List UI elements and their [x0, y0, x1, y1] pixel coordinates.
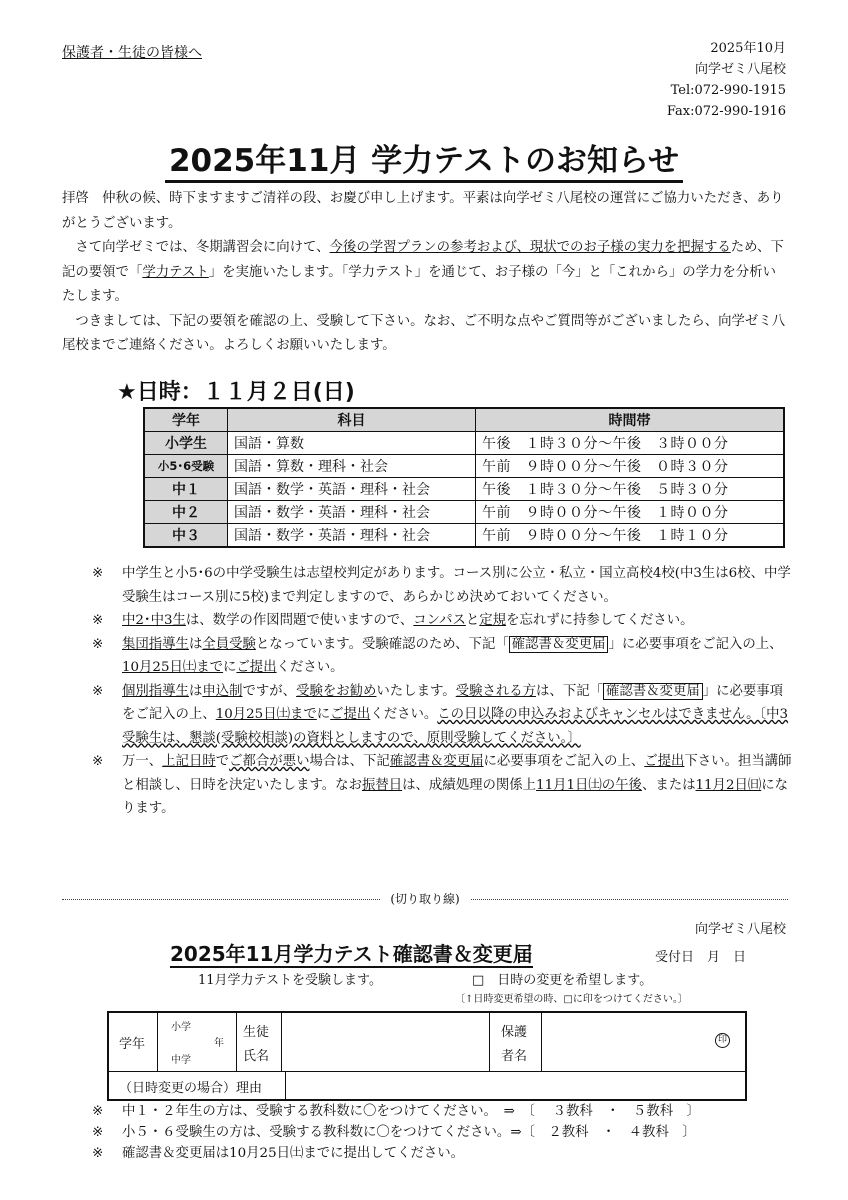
form-school-name: 向学ゼミ八尾校 [694, 922, 786, 937]
note-1: ※ 中学生と小5･6の中学受験生は志望校判定があります。コース別に公立・私立・国立高校4校(中3生は6校、中学受験生はコース別に5校)まで判定しますので、あらかじめ決めておいてください。 [92, 566, 791, 605]
schedule-table [143, 407, 785, 548]
table-row [144, 455, 784, 478]
note-4: ※ 個別指導生は申込制ですが、受験をお勧めいたします。受験される方は、下記「 確認書＆変更届 」に必要事項をご記入の上、10月25日㈯までにご提出ください。この日以降の申込みおよびキャンセルはできません。〔中3受験生は、懇談(受験校相談)の資料としますので、原則受験してください。〕 [92, 683, 789, 746]
form-title: 2025年11月学力テスト確認書＆変更届 [170, 942, 533, 966]
student-label-2: 氏名 [243, 1049, 270, 1064]
cut-label: (切り取り線) [62, 890, 788, 907]
nen-label: 年 [214, 1038, 224, 1049]
change-hint: 〔↑日時変更希望の時、□に印をつけてください。〕 [455, 994, 688, 1005]
reason-label: （日時変更の場合）理由 [119, 1081, 263, 1096]
received-date: 受付日 月 日 [655, 950, 747, 965]
parent-name-input[interactable] [547, 1015, 717, 1069]
time-cell: 午後 １時３０分～午後 ５時３０分 [476, 478, 785, 501]
header-subjects: 科目 [228, 408, 476, 432]
date-heading: ★日時：１１月２日(日) [117, 380, 355, 405]
intro-paragraph-1: 拝啓 仲秋の候、時下ますますご清祥の段、お慶び申し上げます。平素は向学ゼミ八尾校の運営にご協力いただき、ありがとうございます。 [62, 191, 784, 231]
grade-cell: 中３ [144, 524, 228, 548]
grade-cell: 中２ [144, 501, 228, 524]
reason-input[interactable] [289, 1073, 741, 1097]
note-2: ※ 中2･中3生は、数学の作図問題で使いますので、コンパスと定規を忘れずに持参してください。 [92, 613, 694, 628]
intro-paragraph-2: さて向学ゼミでは、冬期講習会に向けて、今後の学習プランの参考および、現状でのお子様の実力を把握するため、下記の要領で「学力テスト」を実施いたします。「学力テスト」を通じて、お子様の「今」と「これから」の学力を分析いたします。 [62, 240, 784, 304]
subjects-cell: 国語・数学・英語・理科・社会 [228, 478, 476, 501]
page-title: 2025年11月 学力テストのお知らせ [0, 135, 848, 180]
student-label-1: 生徒 [243, 1025, 270, 1040]
tel: Tel:072-990-1915 [670, 83, 786, 98]
grade-cell: 小5･6受験 [144, 455, 228, 478]
student-name-input[interactable] [287, 1015, 483, 1069]
form-notes [92, 1101, 700, 1164]
seal-mark: 印 [715, 1033, 730, 1048]
parent-label-1: 保護 [501, 1025, 528, 1040]
intro-paragraph-3: つきましては、下記の要領を確認の上、受験して下さい。なお、ご不明な点やご質問等がございましたら、向学ゼミ八尾校までご連絡ください。よろしくお願いいたします。 [62, 313, 786, 353]
table-row [144, 478, 784, 501]
addressee: 保護者・生徒の皆様へ [62, 45, 202, 61]
school-name: 向学ゼミ八尾校 [694, 62, 786, 77]
fax: Fax:072-990-1916 [666, 104, 786, 119]
subjects-cell: 国語・算数 [228, 432, 476, 455]
grade-cell: 中１ [144, 478, 228, 501]
note-3: ※ 集団指導生は全員受験となっています。受験確認のため、下記「 確認書＆変更届 」に必要事項をご記入の上、10月25日㈯までにご提出ください。 [92, 636, 783, 675]
subjects-cell: 国語・数学・英語・理科・社会 [228, 501, 476, 524]
subjects-cell: 国語・数学・英語・理科・社会 [228, 524, 476, 548]
option-take-test: 11月学力テストを受験します。 [198, 973, 382, 988]
time-cell: 午前 ９時００分～午後 ０時３０分 [476, 455, 785, 478]
form-note-1: ※ 中１・２年生の方は、受験する教科数に〇をつけてください。 ⇒ 〔 ３教科 ・ ５教科 〕 [92, 1104, 700, 1119]
grade-label: 学年 [119, 1037, 146, 1052]
form-table [107, 1011, 747, 1101]
note-5: ※ 万一、上記日時でご都合が悪い場合は、下記確認書＆変更届に必要事項をご記入の上、ご提出下さい。担当講師と相談し、日時を決定いたします。なお振替日は、成績処理の関係上11月1日㈯の午後、または11月2日㈰になります。 [92, 754, 792, 816]
middle-label: 中学 [171, 1055, 191, 1066]
table-row [144, 501, 784, 524]
issue-date: 2025年10月 [710, 41, 786, 56]
header-time: 時間帯 [476, 408, 785, 432]
table-row [144, 524, 784, 548]
time-cell: 午後 １時３０分～午後 ３時００分 [476, 432, 785, 455]
table-row [144, 432, 784, 455]
header-info [667, 38, 786, 122]
subjects-cell: 国語・算数・理科・社会 [228, 455, 476, 478]
time-cell: 午前 ９時００分～午後 １時１０分 [476, 524, 785, 548]
elementary-label: 小学 [171, 1022, 191, 1033]
intro-text [62, 187, 788, 359]
form-note-3: ※ 確認書＆変更届は10月25日㈯までに提出してください。 [92, 1146, 465, 1161]
table-header-row [144, 408, 784, 432]
time-cell: 午前 ９時００分～午後 １時００分 [476, 501, 785, 524]
option-change-date[interactable]: □ 日時の変更を希望します。 [472, 973, 653, 988]
notes-list [92, 562, 792, 821]
grade-cell: 小学生 [144, 432, 228, 455]
header-grade: 学年 [144, 408, 228, 432]
form-note-2: ※ 小５・６受験生の方は、受験する教科数に〇をつけてください。⇒〔 ２教科 ・ ４教科 〕 [92, 1125, 696, 1140]
parent-label-2: 者名 [501, 1049, 528, 1064]
